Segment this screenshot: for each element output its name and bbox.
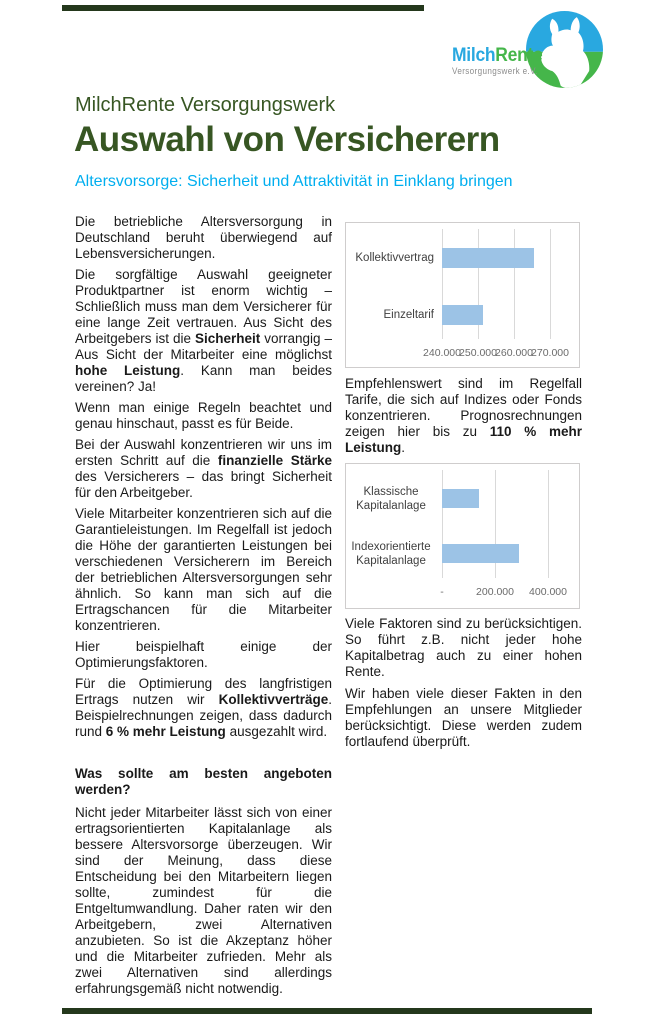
axis-tick-label: 260.000	[495, 347, 533, 359]
chart2-caption: Viele Faktoren sind zu berücksichtigen. So führt z.B. nicht jeder hohe Kapitalbetrag auch zu einer hohen Rente.	[345, 616, 582, 679]
chart-gridline	[550, 229, 551, 339]
category-label: Klassische Kapitalanlage	[356, 485, 426, 512]
axis-tick-label: 400.000	[529, 586, 567, 598]
top-rule	[62, 5, 424, 11]
axis-tick-label: 270.000	[531, 347, 569, 359]
body-paragraph: Hier beispielhaft einige der Optimierungsfaktoren.	[75, 639, 332, 670]
axis-tick-label: 240.000	[423, 347, 461, 359]
chart-gridline	[514, 229, 515, 339]
body-paragraph: Die betriebliche Altersversorgung in Deutschland beruht überwiegend auf Lebensversicherungen.	[75, 214, 332, 261]
closing-paragraph: Wir haben viele dieser Fakten in den Empfehlungen an unsere Mitglieder berücksichtigt. Diese werden zudem fortlaufend überprüft.	[345, 686, 582, 749]
axis-tick-label: 200.000	[476, 586, 514, 598]
page-subtitle: Altersvorsorge: Sicherheit und Attraktivität in Einklang bringen	[75, 173, 513, 190]
kicker-heading: MilchRente Versorgungswerk	[75, 94, 336, 116]
logo-wordmark	[452, 46, 542, 76]
page-title: Auswahl von Versicherern	[74, 120, 500, 159]
axis-tick-label: -	[440, 586, 444, 598]
logo-tagline: Versorgungswerk e.V.	[452, 66, 538, 76]
chart1-caption: Empfehlenswert sind im Regelfall Tarife, die sich auf Indizes oder Fonds konzentrieren. Prognosrechnungen zeigen hier bis zu 110 % mehr Leistung.	[345, 376, 583, 455]
chart-kapitalanlage-vergleich	[345, 463, 580, 609]
body-paragraph: Viele Mitarbeiter konzentrieren sich auf die Garantieleistungen. Im Regelfall ist jedoch die Höhe der garantierten Leistungen bei verschiedenen Versicherern im Bereich der betrieblichen Altersversorgungen sehr ähnlich. So kann man sich auf die Ertragschancen für die Mitarbeiter konzentrieren.	[75, 506, 332, 633]
bar-kollektivvertrag	[442, 248, 534, 268]
logo	[452, 8, 650, 94]
body-paragraph: Wenn man einige Regeln beachtet und genau hinschaut, passt es für Beide.	[75, 400, 332, 431]
chart-gridline	[548, 470, 549, 578]
body-paragraph: Nicht jeder Mitarbeiter lässt sich von einer ertragsorientierten Kapitalanlage als bessere Altersvorsorge überzeugen. Wir sind der Meinung, dass diese Entscheidung bei den Mitarbeitern liegen sollte, zumindest für die Entgeltumwandlung. Daher raten wir den Arbeitgebern, zwei Alternativen anzubieten. So ist die Akzeptanz höher und die Mitarbeiter zufrieden. Mehr als zwei Alternativen sind allerdings erfahrungsgemäß nicht notwendig.	[75, 805, 332, 996]
category-label: Kollektivvertrag	[355, 252, 434, 264]
body-paragraph: Für die Optimierung des langfristigen Ertrags nutzen wir Kollektivverträge. Beispielrechnungen zeigen, dass dadurch rund 6 % mehr Leistung ausgezahlt wird.	[75, 676, 332, 739]
category-label: Einzeltarif	[383, 309, 434, 321]
body-paragraph: Bei der Auswahl konzentrieren wir uns im ersten Schritt auf die finanzielle Stärke des Versicherers – das bringt Sicherheit für den Arbeitgeber.	[75, 437, 332, 500]
bar-klassische-kapitalanlage	[442, 489, 479, 508]
bar-indexorientierte-kapitalanlage	[442, 544, 519, 563]
bottom-rule	[62, 1008, 592, 1014]
left-column	[75, 214, 332, 1002]
section-heading: Was sollte am besten angeboten werden?	[75, 766, 332, 797]
body-paragraph: Die sorgfältige Auswahl geeigneter Produktpartner ist enorm wichtig – Schließlich muss man dem Versicherer für eine lange Zeit vertrauen. Aus Sicht des Arbeitgebers ist die Sicherheit vorrangig – Aus Sicht der Mitarbeiter eine möglichst hohe Leistung. Kann man beides vereinen? Ja!	[75, 267, 333, 394]
chart-kollektivvertrag-einzeltarif	[345, 222, 580, 368]
right-column	[345, 222, 582, 750]
logo-brand-name: MilchRente	[452, 45, 543, 66]
category-label: Indexorientierte Kapitalanlage	[351, 540, 431, 567]
bar-einzeltarif	[442, 305, 483, 325]
axis-tick-label: 250.000	[459, 347, 497, 359]
